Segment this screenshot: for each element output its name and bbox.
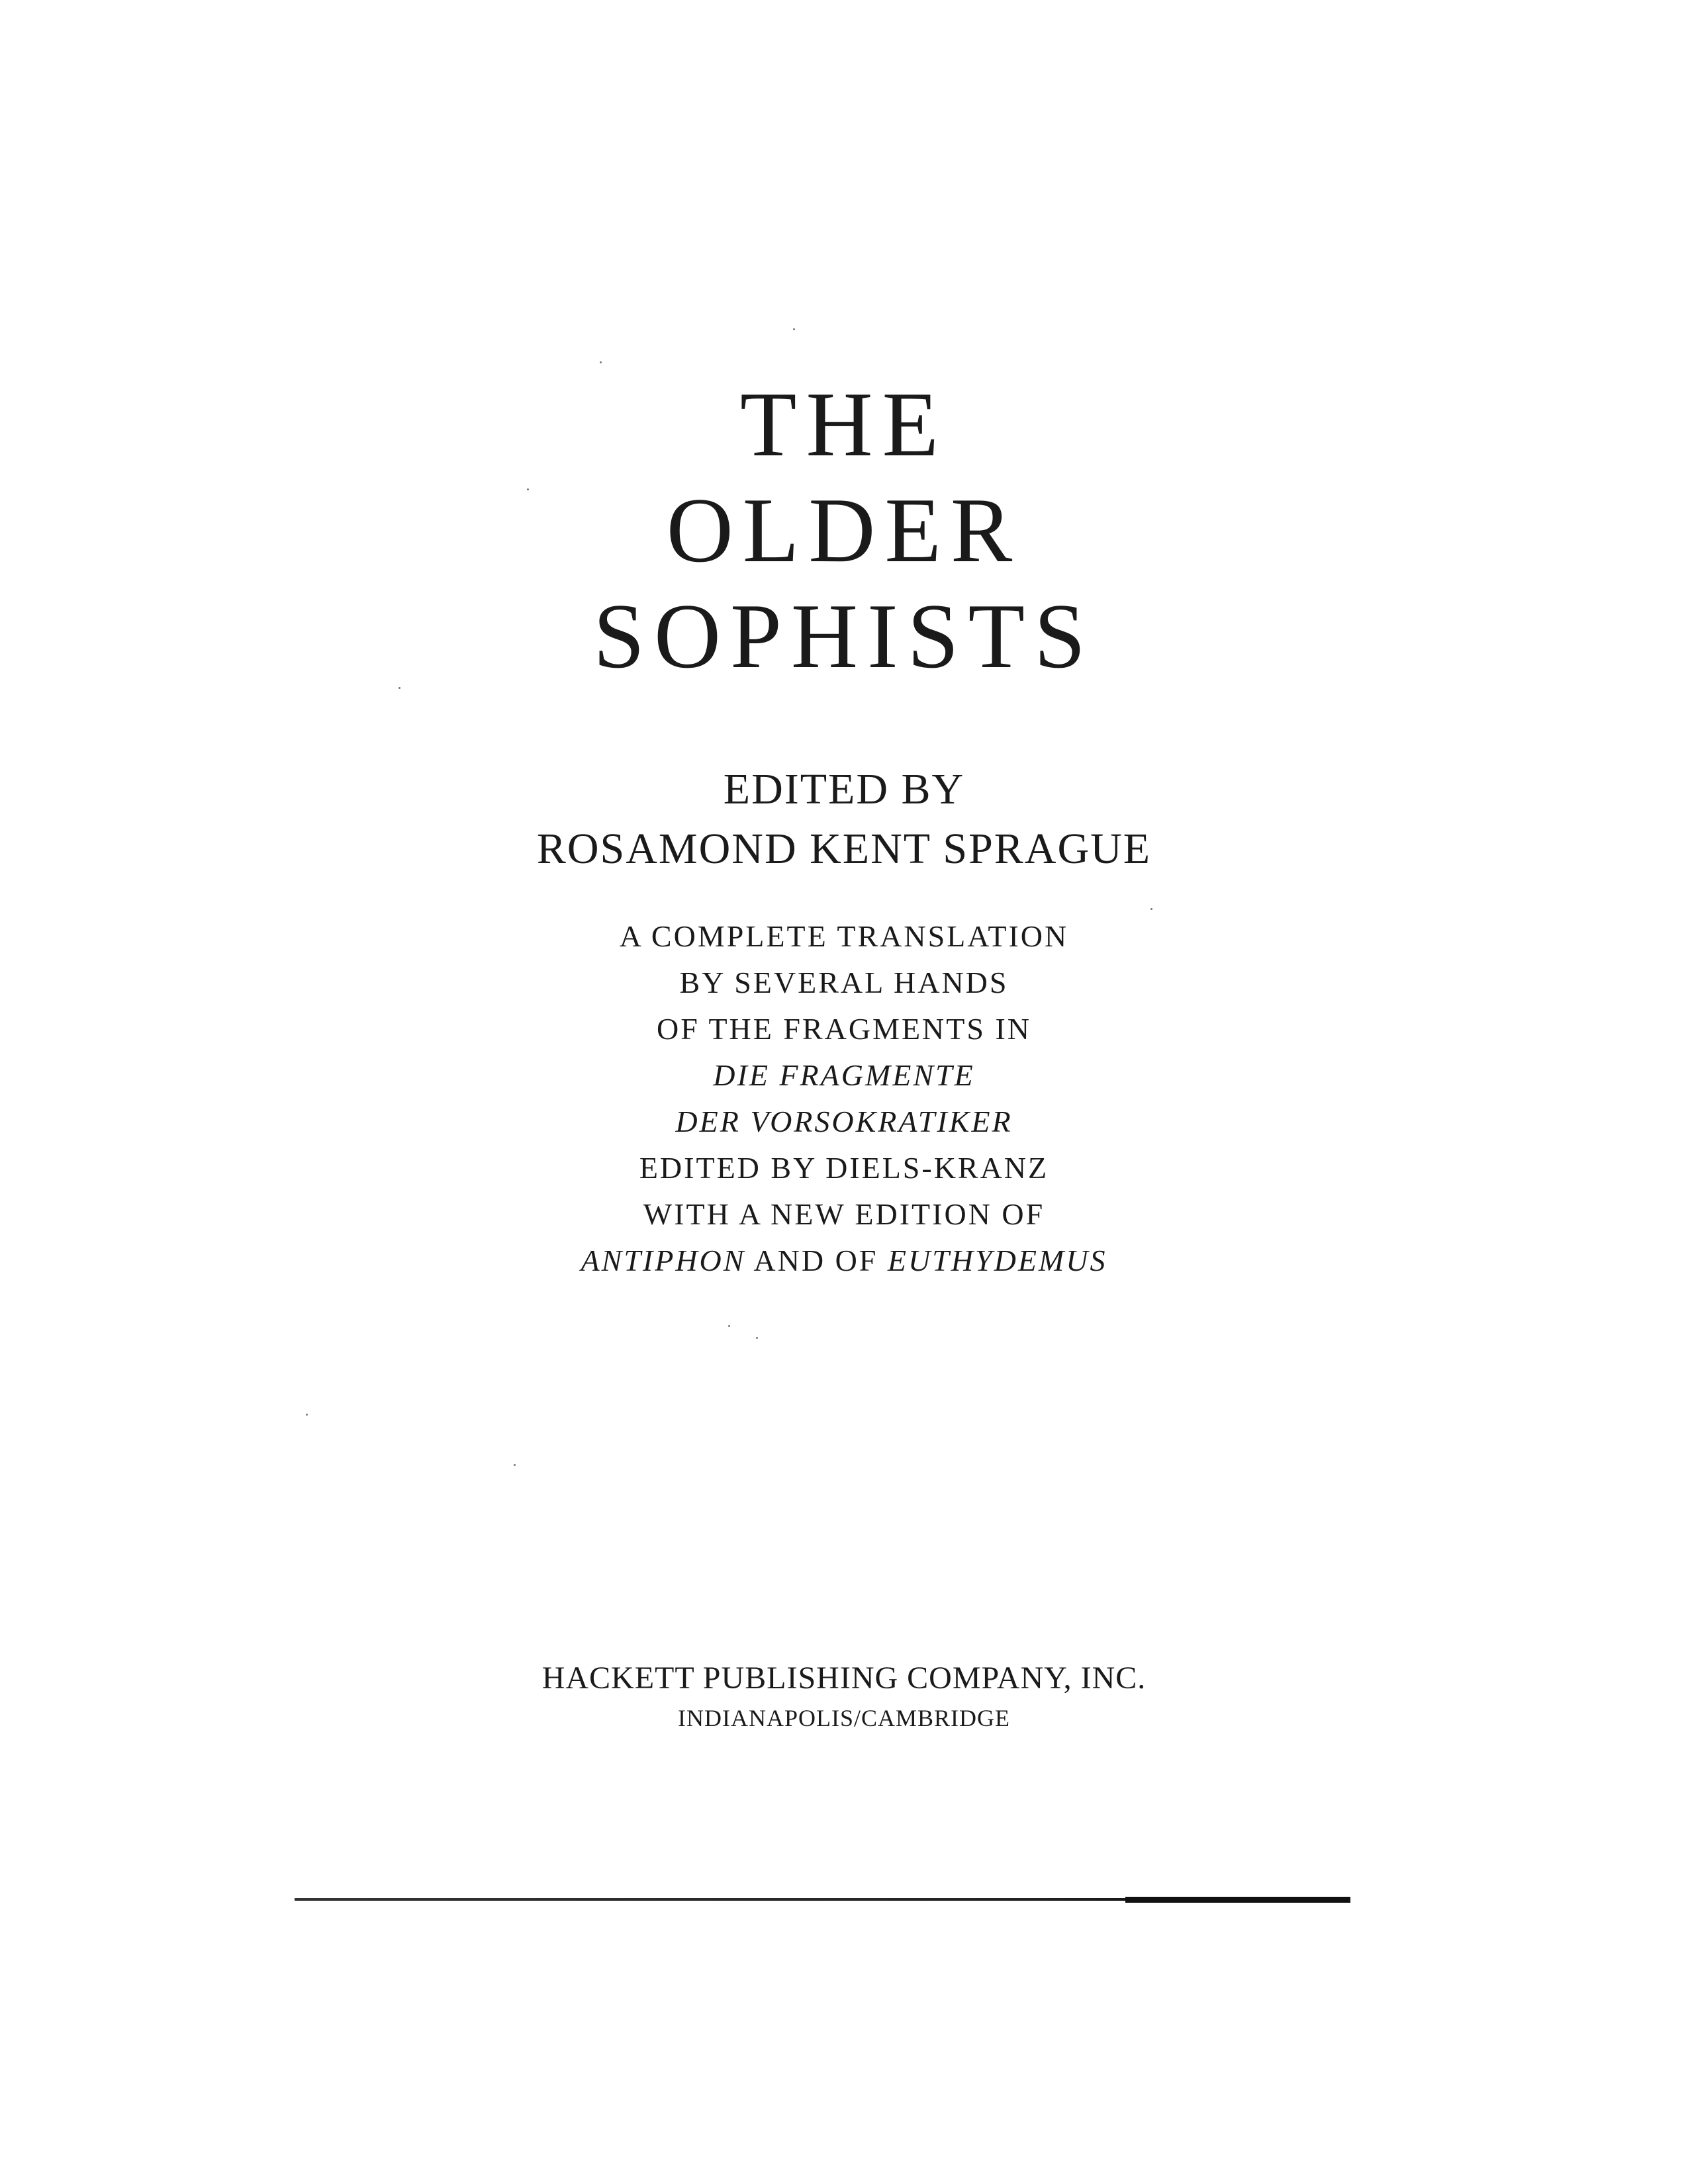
and-of-text: AND OF: [745, 1244, 888, 1277]
title-line-2: OLDER: [666, 479, 1022, 582]
scan-speck: [306, 1414, 308, 1416]
title-line-3: SOPHISTS: [593, 585, 1095, 688]
description-line-4: DIE FRAGMENTE: [713, 1058, 975, 1092]
description-line-7: WITH A NEW EDITION OF: [643, 1197, 1045, 1231]
scan-speck: [728, 1325, 730, 1327]
scan-speck: [399, 687, 400, 689]
scan-speck: [793, 328, 795, 330]
title-line-1: THE: [739, 373, 949, 476]
description-line-8: [0, 1246, 1688, 1276]
description-line-5: DER VORSOKRATIKER: [675, 1105, 1013, 1138]
edited-by-label: EDITED BY: [723, 765, 965, 813]
scan-speck: [1150, 908, 1152, 910]
scan-speck: [527, 488, 529, 490]
publisher-place: INDIANAPOLIS/CAMBRIDGE: [677, 1705, 1010, 1731]
scan-speck: [600, 361, 602, 363]
description-line-6: EDITED BY DIELS-KRANZ: [639, 1151, 1049, 1185]
euthydemus-title: EUTHYDEMUS: [887, 1244, 1107, 1277]
publisher-name: HACKETT PUBLISHING COMPANY, INC.: [541, 1661, 1147, 1696]
description-line-1: A COMPLETE TRANSLATION: [619, 919, 1069, 953]
description-line-2: BY SEVERAL HANDS: [679, 966, 1009, 999]
scan-speck: [514, 1464, 516, 1466]
scan-speck: [756, 1337, 758, 1339]
bottom-rule-thick-end: [1125, 1897, 1350, 1903]
antiphon-title: ANTIPHON: [581, 1244, 746, 1277]
description-line-3: OF THE FRAGMENTS IN: [656, 1012, 1032, 1046]
editor-name: ROSAMOND KENT SPRAGUE: [536, 825, 1152, 873]
